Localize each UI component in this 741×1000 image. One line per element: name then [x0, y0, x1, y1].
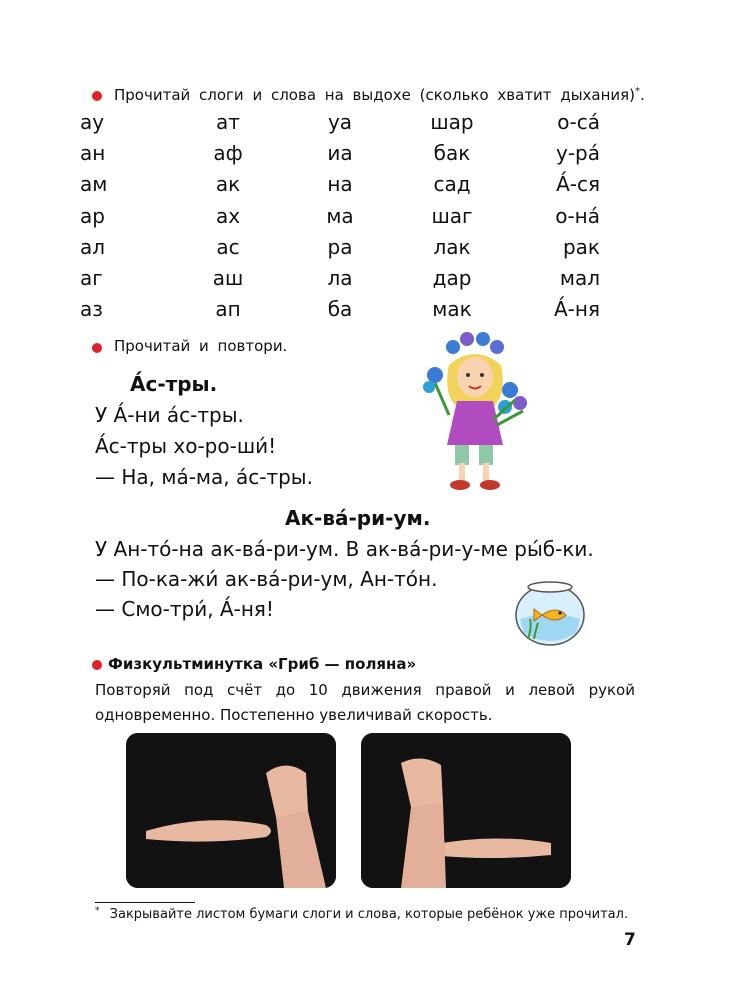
grid-cell: бак: [433, 140, 471, 165]
instruction-2: Прочитай и повтори.: [114, 337, 288, 355]
grid-cell: ас: [216, 234, 240, 259]
girl-illustration: [415, 325, 535, 495]
bullet-icon: [92, 343, 102, 353]
footnote-mark: *: [95, 906, 100, 916]
footnote: [95, 906, 628, 922]
grid-cell: мак: [432, 297, 472, 322]
grid-cell: ла: [327, 266, 353, 291]
poem1-line: — На, ма́-ма, а́с-тры.: [95, 465, 313, 489]
footnote-ref: *: [635, 86, 641, 97]
grid-cell: ма: [326, 203, 354, 228]
poem2-line: — Смо-три́, А́-ня!: [95, 597, 274, 621]
grid-cell: ан: [80, 140, 106, 165]
poem1-title: А́с-тры.: [130, 372, 218, 396]
grid-cell: на: [327, 172, 353, 197]
grid-row: [60, 294, 620, 325]
poem2-line: — По-ка-жи́ ак-ва́-ри-ум, Ан-то́н.: [95, 567, 438, 591]
grid-cell: дар: [432, 266, 472, 291]
poem2-title: Ак-ва́-ри-ум.: [285, 506, 431, 530]
aquarium-illustration: [512, 575, 588, 647]
grid-cell: ал: [80, 234, 106, 259]
grid-cell: сад: [433, 172, 471, 197]
poem2-line: У Ан-то́-на ак-ва́-ри-ум. В ак-ва́-ри-у-ме ры́б-ки.: [95, 537, 594, 561]
grid-row: [60, 106, 620, 137]
footnote-divider: [95, 902, 195, 903]
grid-cell: ап: [215, 297, 241, 322]
grid-cell: аз: [80, 297, 103, 322]
grid-cell: аф: [213, 140, 243, 165]
grid-row: [60, 262, 620, 293]
syllable-grid: [60, 106, 620, 325]
instruction-1-end: .: [640, 86, 645, 104]
grid-cell: о-са́: [557, 109, 600, 134]
grid-cell: ак: [215, 172, 241, 197]
hands-photo-2: [361, 733, 571, 888]
page-number: 7: [624, 930, 636, 950]
grid-row: [60, 169, 620, 200]
grid-cell: ам: [80, 172, 108, 197]
grid-cell: рак: [562, 234, 600, 259]
grid-cell: ра: [327, 234, 353, 259]
instruction-1-text: Прочитай слоги и слова на выдохе (сколько хватит дыхания): [114, 86, 636, 104]
grid-row: [60, 137, 620, 168]
footnote-text: Закрывайте листом бумаги слоги и слова, которые ребёнок уже прочитал.: [109, 907, 629, 923]
grid-cell: ат: [216, 109, 240, 134]
grid-cell: иа: [327, 140, 353, 165]
grid-cell: о-на́: [555, 203, 600, 228]
grid-cell: шаг: [431, 203, 473, 228]
grid-cell: мал: [559, 266, 600, 291]
instruction-1: [114, 86, 645, 104]
poem1-line: А́с-тры хо-ро-ши́!: [95, 434, 277, 458]
grid-cell: лак: [433, 234, 471, 259]
grid-cell: ар: [80, 203, 105, 228]
grid-cell: аг: [80, 266, 103, 291]
grid-cell: А́-ся: [556, 172, 600, 197]
bullet-icon: [92, 91, 102, 101]
exercise-text: Повторяй под счёт до 10 движения правой и левой рукой одновременно. Постепенно увеличивай скорость.: [95, 681, 635, 724]
grid-cell: А́-ня: [553, 297, 600, 322]
grid-cell: уа: [327, 109, 353, 134]
grid-cell: шар: [430, 109, 474, 134]
exercise-title: Физкультминутка «Гриб — поляна»: [108, 655, 417, 673]
grid-cell: ау: [80, 109, 105, 134]
grid-row: [60, 231, 620, 262]
grid-cell: у-ра́: [555, 140, 600, 165]
poem1-line: У А́-ни а́с-тры.: [95, 403, 244, 427]
grid-cell: ах: [215, 203, 241, 228]
grid-row: [60, 200, 620, 231]
bullet-icon: [92, 660, 102, 670]
grid-cell: аш: [212, 266, 244, 291]
grid-cell: ба: [327, 297, 353, 322]
hands-photo-1: [126, 733, 336, 888]
